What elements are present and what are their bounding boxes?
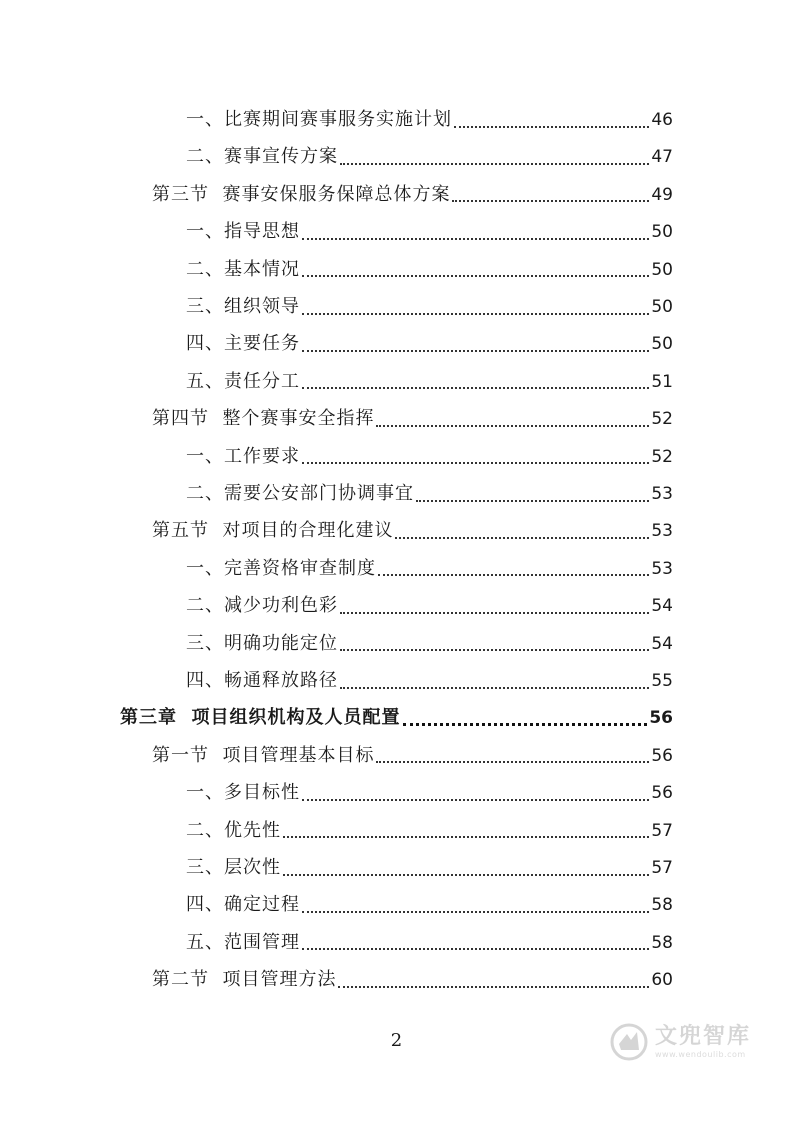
toc-entry-page: 58 bbox=[651, 895, 673, 916]
toc-entry-section[interactable] bbox=[152, 180, 673, 210]
toc-entry-section[interactable] bbox=[152, 741, 673, 771]
toc-entry-label: 二、赛事宣传方案 bbox=[186, 146, 338, 168]
toc-entry-item[interactable] bbox=[186, 105, 673, 135]
toc-entry-label: 四、畅通释放路径 bbox=[186, 670, 338, 691]
page-number: 2 bbox=[390, 1030, 403, 1051]
toc-entry-label: 第五节 对项目的合理化建议 bbox=[152, 520, 394, 542]
toc-entry-page: 60 bbox=[651, 970, 673, 991]
toc-entry-page: 53 bbox=[651, 484, 673, 504]
toc-dot-leader bbox=[452, 199, 649, 202]
toc-entry-label: 第三章 项目组织机构及人员配置 bbox=[120, 707, 401, 729]
toc-dot-leader bbox=[302, 910, 649, 913]
toc-dot-leader bbox=[376, 424, 649, 427]
toc-entry-section[interactable] bbox=[152, 965, 673, 995]
toc-entry-item[interactable] bbox=[186, 142, 673, 172]
toc-entry-page: 47 bbox=[651, 147, 673, 168]
toc-dot-leader bbox=[340, 686, 649, 689]
toc-entry-page: 50 bbox=[651, 297, 673, 317]
toc-entry-label: 二、基本情况 bbox=[186, 258, 300, 280]
toc-entry-label: 四、主要任务 bbox=[186, 333, 300, 355]
toc-dot-leader bbox=[302, 237, 649, 240]
toc-dot-leader bbox=[376, 760, 649, 763]
toc-entry-item[interactable] bbox=[186, 778, 673, 808]
toc-entry-item[interactable] bbox=[186, 329, 673, 359]
toc-dot-leader bbox=[340, 611, 649, 614]
toc-entry-label: 第三节 赛事安保服务保障总体方案 bbox=[152, 183, 451, 205]
toc-entry-page: 50 bbox=[651, 334, 673, 355]
toc-dot-leader bbox=[302, 947, 649, 950]
toc-entry-page: 57 bbox=[651, 820, 673, 841]
toc-entry-label: 一、比赛期间赛事服务实施计划 bbox=[186, 109, 452, 130]
toc-entry-page: 58 bbox=[651, 932, 673, 953]
toc-dot-leader bbox=[302, 798, 649, 801]
toc-dot-leader bbox=[302, 461, 649, 464]
toc-entry-item[interactable] bbox=[186, 928, 673, 958]
brand-logo-icon bbox=[609, 1022, 649, 1062]
toc-entry-page: 50 bbox=[651, 222, 673, 243]
toc-entry-page: 49 bbox=[651, 184, 673, 205]
watermark-url: www.wendoulib.com bbox=[654, 1050, 746, 1059]
toc-entry-label: 二、需要公安部门协调事宜 bbox=[186, 483, 414, 504]
toc-entry-page: 51 bbox=[651, 371, 673, 392]
toc-entry-label: 一、完善资格审查制度 bbox=[186, 557, 376, 579]
toc-entry-page: 54 bbox=[651, 596, 673, 617]
toc-dot-leader bbox=[283, 873, 649, 876]
toc-entry-item[interactable] bbox=[186, 666, 673, 696]
toc-entry-label: 第一节 项目管理基本目标 bbox=[152, 744, 375, 766]
toc-entry-label: 一、指导思想 bbox=[186, 221, 300, 243]
toc-dot-leader bbox=[338, 985, 649, 988]
toc-dot-leader bbox=[302, 349, 649, 352]
toc-dot-leader bbox=[340, 162, 649, 165]
toc-entry-page: 55 bbox=[651, 671, 673, 691]
toc-entry-page: 53 bbox=[651, 558, 673, 579]
toc-entry-item[interactable] bbox=[186, 890, 673, 920]
toc-entry-item[interactable] bbox=[186, 442, 673, 472]
toc-entry-label: 第二节 项目管理方法 bbox=[152, 969, 337, 991]
toc-entry-page: 56 bbox=[651, 745, 673, 766]
toc-dot-leader bbox=[454, 125, 649, 128]
toc-entry-page: 56 bbox=[649, 708, 673, 729]
toc-entry-item[interactable] bbox=[186, 479, 673, 509]
watermark bbox=[609, 1022, 751, 1062]
toc-entry-label: 五、范围管理 bbox=[186, 931, 300, 953]
toc-entry-label: 三、明确功能定位 bbox=[186, 632, 338, 654]
toc-entry-page: 53 bbox=[651, 521, 673, 542]
toc-entry-item[interactable] bbox=[186, 367, 673, 397]
toc-entry-label: 第四节 整个赛事安全指挥 bbox=[152, 408, 375, 430]
toc-entry-section[interactable] bbox=[152, 516, 673, 546]
toc-entry-label: 四、确定过程 bbox=[186, 894, 300, 916]
toc-entry-item[interactable] bbox=[186, 217, 673, 247]
toc-entry-label: 一、工作要求 bbox=[186, 445, 300, 467]
toc-dot-leader bbox=[283, 835, 649, 838]
toc-entry-item[interactable] bbox=[186, 816, 673, 846]
toc-entry-label: 二、优先性 bbox=[186, 819, 281, 841]
toc-dot-leader bbox=[302, 274, 649, 277]
toc-entry-chapter[interactable] bbox=[120, 703, 673, 733]
toc-entry-label: 五、责任分工 bbox=[186, 370, 300, 392]
toc-entry-page: 54 bbox=[651, 633, 673, 654]
toc-dot-leader bbox=[403, 722, 648, 726]
toc-dot-leader bbox=[302, 386, 649, 389]
toc-entry-label: 一、多目标性 bbox=[186, 782, 300, 804]
toc-entry-item[interactable] bbox=[186, 554, 673, 584]
toc-entry-page: 57 bbox=[651, 858, 673, 878]
toc-dot-leader bbox=[395, 536, 649, 539]
toc-entry-section[interactable] bbox=[152, 404, 673, 434]
toc-entry-label: 三、层次性 bbox=[186, 857, 281, 878]
toc-dot-leader bbox=[378, 573, 649, 576]
toc-entry-page: 56 bbox=[651, 783, 673, 804]
toc-dot-leader bbox=[340, 648, 649, 651]
toc-entry-page: 50 bbox=[651, 259, 673, 280]
toc-dot-leader bbox=[302, 312, 649, 315]
toc-entry-item[interactable] bbox=[186, 292, 673, 322]
toc-dot-leader bbox=[416, 499, 649, 502]
toc-entry-page: 52 bbox=[651, 409, 673, 430]
toc-entry-item[interactable] bbox=[186, 629, 673, 659]
toc-entry-label: 三、组织领导 bbox=[186, 296, 300, 317]
toc-entry-item[interactable] bbox=[186, 591, 673, 621]
watermark-brand: 文兜智库 bbox=[654, 1024, 751, 1049]
toc-entry-item[interactable] bbox=[186, 853, 673, 883]
toc-entry-item[interactable] bbox=[186, 255, 673, 285]
toc-entry-page: 46 bbox=[651, 110, 673, 130]
toc-entry-label: 二、减少功利色彩 bbox=[186, 595, 338, 617]
toc-entry-page: 52 bbox=[651, 446, 673, 467]
